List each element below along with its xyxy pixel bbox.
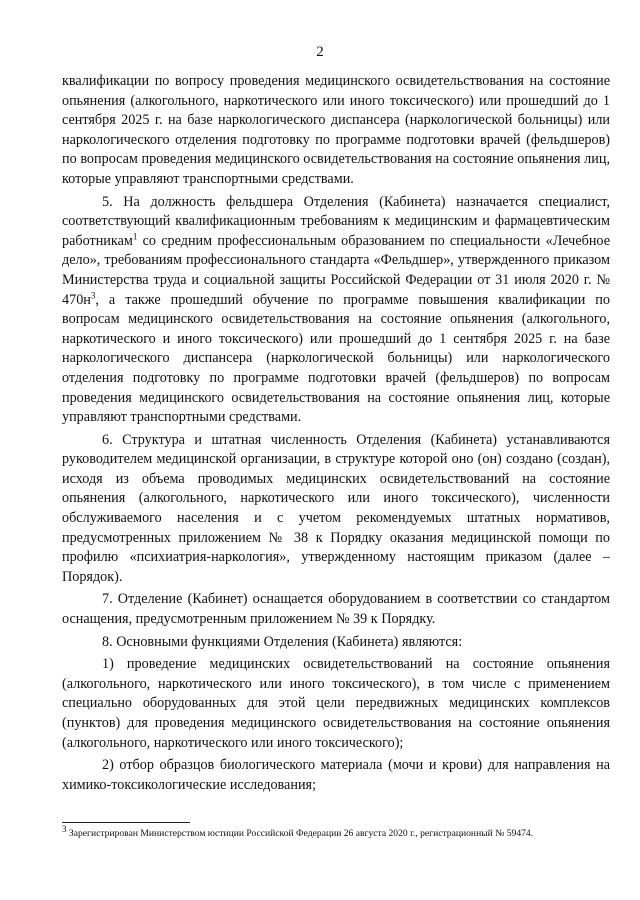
paragraph-5-text-b: со средним профессиональным образованием по специальности «Лечебное дело», требованиям профессионального стандарта «Фельдшер», утвержденного приказом Министерства труда и социальной защиты Российской Федерации от 31 июля 2020 г. № 470н — [62, 232, 610, 308]
paragraph-5-text-a: 5. На должность фельдшера Отделения (Кабинета) назначается специалист, соответствующий квалификационным требованиям к медицинским и фармацевтическим работникам — [62, 193, 610, 249]
footnote-ref-1: 1 — [132, 231, 138, 242]
list-item-1: 1) проведение медицинских освидетельствований на состояние опьянения (алкогольного, наркотического или иного токсического), в том числе с применением специально оборудованных для этой цели передвижных медицинских комплексов (пунктов) для проведения медицинского освидетельствования на состояние опьянения (алкогольного, наркотического или иного токсического); — [62, 656, 610, 751]
footnote-text: Зарегистрирован Министерством юстиции Российской Федерации 26 августа 2020 г., регистрационный № 59474. — [66, 828, 534, 839]
paragraph-7: 7. Отделение (Кабинет) оснащается оборудованием в соответствии со стандартом оснащения, предусмотренным приложением № 39 к Порядку. — [62, 591, 610, 628]
paragraph-continuation: квалификации по вопросу проведения медицинского освидетельствования на состояние опьянения (алкогольного, наркотического или иного токсического) или прошедший до 1 сентября 2025 г. на базе наркологического диспансера (наркологической больницы) или наркологического отделения подготовку по программе подготовки врачей (фельдшеров) по вопросам проведения медицинского освидетельствования на состояние опьянения лиц, которые управляют транспортными средствами. — [62, 73, 610, 187]
paragraph-6: 6. Структура и штатная численность Отделения (Кабинета) устанавливаются руководителем медицинской организации, в структуре которой оно (он) создано (создан), исходя из объема проводимых медицинских освидетельствований на состояние опьянения (алкогольного, наркотического или иного токсического), численности обслуживаемого населения и с учетом рекомендуемых штатных нормативов, предусмотренных приложением № 38 к Порядку оказания медицинской помощи по профилю «психиатрия-наркология», утвержденному настоящим приказом (далее – Порядок). — [62, 431, 610, 585]
page-number: 2 — [316, 44, 324, 60]
list-item-2: 2) отбор образцов биологического материала (мочи и крови) для направления на химико-токсикологические исследования; — [62, 757, 610, 793]
paragraph-8: 8. Основными функциями Отделения (Кабинета) являются: — [102, 633, 463, 650]
footnote — [62, 823, 610, 840]
footnote-ref-3: 3 — [90, 289, 96, 300]
footnote-divider — [62, 822, 190, 823]
paragraph-5 — [62, 193, 610, 428]
footnote-marker: 3 — [62, 823, 67, 834]
paragraph-5-text-c: , а также прошедший обучение по программе повышения квалификации по вопросам медицинского освидетельствования на состояние опьянения (алкогольного, наркотического и иного токсического) или прошедший до 1 сентября 2025 г. на базе наркологического диспансера (наркологической больницы) или наркологического отделения подготовку по программе подготовки врачей (фельдшеров) по вопросам проведения медицинского освидетельствования на состояние опьянения лиц, которые управляют транспортными средствами. — [62, 291, 610, 426]
document-body — [62, 72, 610, 795]
